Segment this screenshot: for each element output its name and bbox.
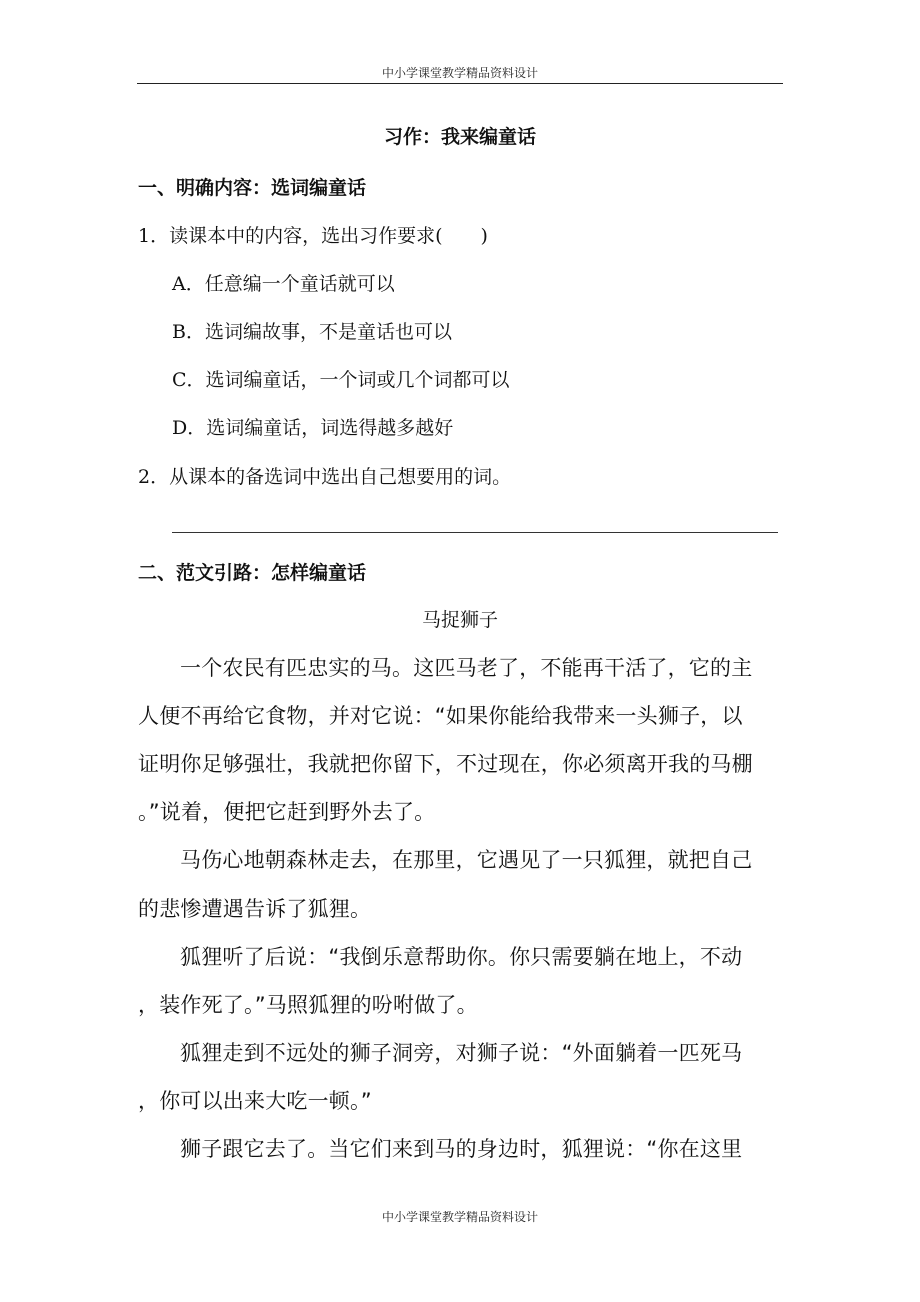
page-header: 中小学课堂教学精品资料设计 — [381, 66, 538, 80]
story-line: 人便不再给它食物，并对它说：“如果你能给我带来一头狮子，以 — [138, 704, 743, 728]
story-line: 一个农民有匹忠实的马。这匹马老了，不能再干活了，它的主 — [180, 656, 753, 680]
story-line: 。”说着，便把它赶到野外去了。 — [138, 800, 436, 824]
section-heading-1: 一、明确内容：选词编童话 — [138, 177, 367, 199]
story-line: 的悲惨遭遇告诉了狐狸。 — [138, 897, 372, 921]
story-line: 狐狸听了后说：“我倒乐意帮助你。你只需要躺在地上，不动 — [180, 945, 743, 969]
story-line: 证明你足够强壮，我就把你留下，不过现在，你必须离开我的马棚 — [138, 752, 753, 776]
page-title: 习作：我来编童话 — [383, 126, 536, 148]
option-d: D．选词编童话，词选得越多越好 — [172, 417, 454, 439]
header-rule — [137, 83, 783, 84]
section-heading-2: 二、范文引路：怎样编童话 — [138, 562, 367, 584]
question-2: 2．从课本的备选词中选出自己想要用的词。 — [138, 466, 512, 488]
story-line: 马伤心地朝森林走去，在那里，它遇见了一只狐狸，就把自己 — [180, 848, 753, 872]
option-b: B．选词编故事，不是童话也可以 — [172, 321, 452, 343]
page-footer: 中小学课堂教学精品资料设计 — [381, 1210, 538, 1224]
story-line: ，装作死了。”马照狐狸的吩咐做了。 — [138, 993, 478, 1017]
option-c: C．选词编童话，一个词或几个词都可以 — [172, 369, 510, 391]
story-title: 马捉狮子 — [421, 609, 498, 631]
option-a: A．任意编一个童话就可以 — [172, 273, 395, 295]
story-line: ，你可以出来大吃一顿。” — [138, 1089, 372, 1113]
story-line: 狮子跟它去了。当它们来到马的身边时，狐狸说：“你在这里 — [180, 1137, 743, 1161]
question-1: 1．读课本中的内容，选出习作要求( ) — [138, 225, 488, 247]
story-line: 狐狸走到不远处的狮子洞旁，对狮子说：“外面躺着一匹死马 — [180, 1041, 743, 1065]
answer-blank-line[interactable] — [172, 532, 778, 533]
